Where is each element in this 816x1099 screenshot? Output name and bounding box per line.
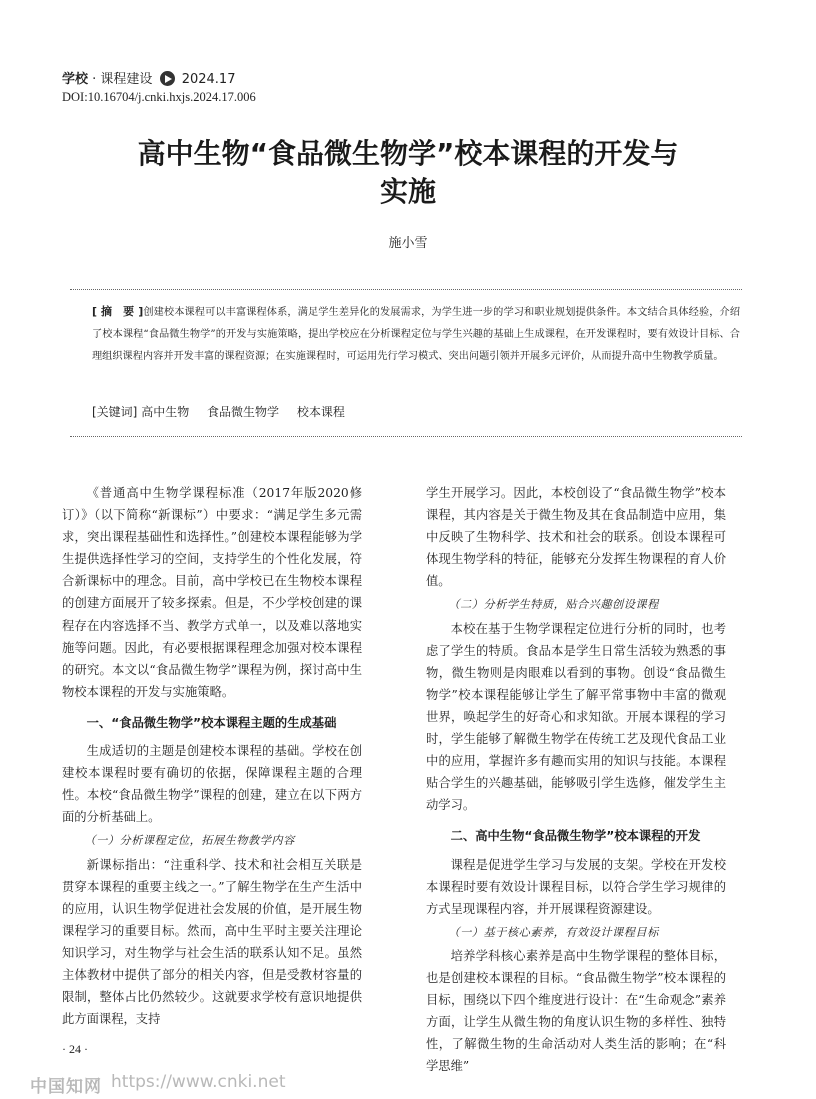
section-heading: 一、“食品微生物学”校本课程主题的生成基础 [86,715,337,730]
page-number: · 24 · [62,1042,88,1056]
paragraph: 课程是促进学生学习与发展的支架。学校在开发校本课程时要有效设计课程目标，以符合学生学习规律的方式呈现课程内容，并开展课程资源建设。 [426,857,726,916]
watermark-logo: 中国知网 [30,1077,102,1097]
paragraph: 生成适切的主题是创建校本课程的基础。学校在创建校本课程时要有确切的依据，保障课程主题的合理性。本校“食品微生物学”课程的创建，建立在以下两方面的分析基础上。 [62,744,362,825]
paragraph: 新课标指出：“注重科学、技术和社会相互关联是贯穿本课程的重要主线之一。”了解生物学在生产生活中的应用，认识生物学促进社会发展的价值，是开展生物课程学习的重要目标。然而，高中生平时主要关注理论知识学习，对生物学与社会生活的联系认知不足。虽然主体教材中提供了部分的相关内容，但是受教材容量的限制，整体占比仍然较少。这就要求学校有意识地提供此方面课程，支持 [62,857,362,1027]
header-separator: · [88,72,101,87]
keyword: 食品微生物学 [207,405,280,419]
keywords [92,403,359,420]
keyword: 高中生物 [141,405,190,419]
top-divider [70,289,742,290]
play-icon [160,71,175,86]
doi[interactable]: DOI:10.16704/j.cnki.hxjs.2024.17.006 [62,90,256,104]
journal-header [62,68,235,87]
subsection-heading: （二）分析学生特质，贴合兴趣创设课程 [448,598,659,612]
article-title [60,135,756,211]
abstract [92,301,740,368]
paragraph: 《普通高中生物学课程标准（2017年版2020修订）》（以下简称“新课标”）中要求：“满足学生多元需求，突出课程基础性和选择性。”创建校本课程能够为学生提供选择性学习的空间，支持学生的个性化发展，符合新课标中的理念。目前，高中学校已在生物校本课程的创建方面展开了较多探索。但是，不少学校创建的课程存在内容选择不当、教学方式单一，以及难以落地实施等问题。因此，有必要根据课程理念加强对校本课程的研究。本文以“食品微生物学”课程为例，探讨高中生物校本课程的开发与实施策略。 [62,486,362,699]
section-heading: 二、高中生物“食品微生物学”校本课程的开发 [450,829,701,844]
title-line-2: 实施 [379,175,436,208]
keyword: 校本课程 [296,405,345,419]
paragraph: 培养学科核心素养是高中生物学课程的整体目标，也是创建校本课程的目标。“食品微生物学”校本课程的目标，围绕以下四个维度进行设计：在“生命观念”素养方面，让学生从微生物的角度认识生物的多样性、独特性，了解微生物的生命活动对人类生活的影响；在“科学思维” [426,948,726,1074]
abstract-label: [ 摘 要 ] [92,305,144,318]
paragraph: 学生开展学习。因此，本校创设了“食品微生物学”校本课程，其内容是关于微生物及其在食品制造中应用，集中反映了生物科学、技术和社会的联系。创设本课程可体现生物学科的特征，能够充分发挥生物课程的育人价值。 [426,486,726,589]
journal-name: 学校 [62,72,89,87]
author: 施小雪 [388,236,428,251]
subsection-heading: （一）分析课程定位，拓展生物教学内容 [84,834,295,848]
left-column [62,482,362,1030]
paragraph: 本校在基于生物学课程定位进行分析的同时，也考虑了学生的特质。食品本是学生日常生活较为熟悉的事物，微生物则是肉眼难以看到的事物。创设“食品微生物学”校本课程能够让学生了解平常事物中丰富的微观世界，唤起学生的好奇心和求知欲。开展本课程的学习时，学生能够了解微生物学在传统工艺及现代食品工业中的应用，掌握许多有趣而实用的知识与技能。本课程贴合学生的兴趣基础，能够吸引学生选修，催发学生主动学习。 [426,621,726,813]
section-name: 课程建设 [100,72,153,87]
title-line-1: 高中生物“食品微生物学”校本课程的开发与 [137,137,679,170]
keywords-label: [关键词] [92,405,138,419]
subsection-heading: （一）基于核心素养，有效设计课程目标 [448,925,659,939]
watermark-url[interactable]: https://www.cnki.net [111,1072,286,1092]
watermark [0,1068,816,1096]
abstract-text: 创建校本课程可以丰富课程体系，满足学生差异化的发展需求，为学生进一步的学习和职业规划提供条件。本文结合具体经验，介绍了校本课程“食品微生物学”的开发与实施策略，提出学校应在分析课程定位与学生兴趣的基础上生成课程，在开发课程时，要有效设计目标、合理组织课程内容并开发丰富的课程资源；在实施课程时，可运用先行学习模式、突出问题引领并开展多元评价，从而提升高中生物教学质量。 [92,307,741,362]
issue-number: 2024.17 [181,72,236,87]
right-column [426,482,726,1077]
bottom-divider [70,436,742,437]
